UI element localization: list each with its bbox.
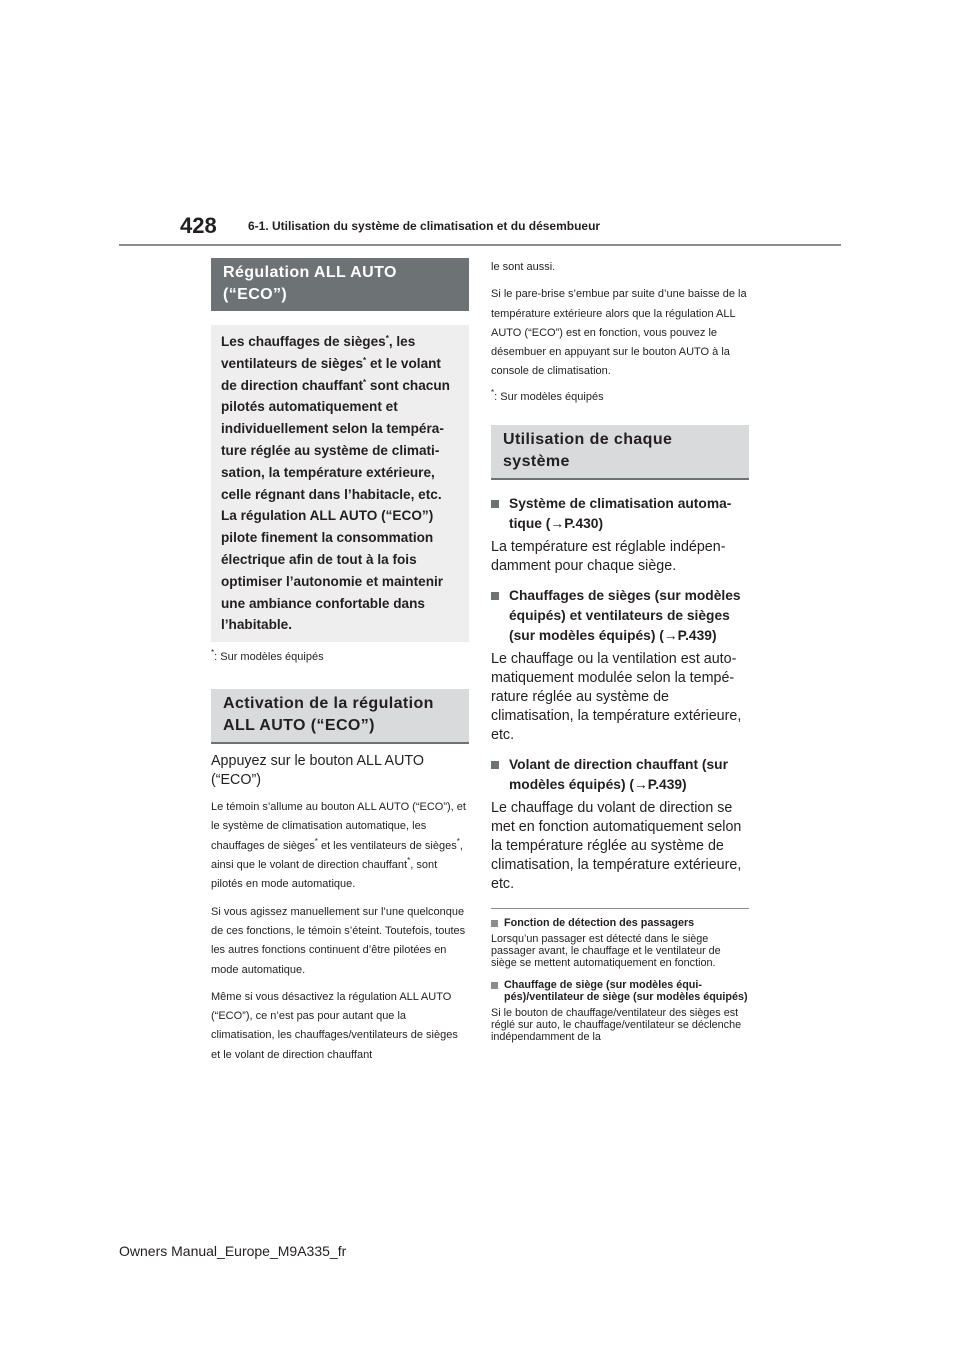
asterisk: * [363,377,367,387]
asterisk: * [456,836,460,846]
asterisk: * [211,648,215,658]
paragraph: Si vous agissez manuellement sur l’une quelconque de ces fonctions, le témoin s’éteint. Toutefois, toutes les autres fonctions continuent d’être pilotées en mode automatique. [211,905,466,976]
small-body: Lorsqu’un passager est détecté dans le siège passager avant, le chauffage et le ventilateur de siège se mettent automatiquement en fonction. [491,932,721,969]
paragraph: Le témoin s’allume au bouton ALL AUTO (“ECO”), et le système de climatisation automatique, les chauffages de sièges* et les ventilateurs de sièges*, ainsi que le volant de direction chauffant*, sont pilotés en mode automatique. [211,801,466,891]
square-bullet-icon [491,761,499,769]
footnote: *: Sur modèles équipés [491,387,604,403]
summary-text: , les ventilateurs de sièges [221,334,416,371]
item-body: Le chauffage du volant de direction se met en fonction automatiquement selon la température réglée au système de climatisation, la température extérieure, etc. [491,799,742,892]
page-reference-link[interactable]: →P.430 [550,515,599,531]
asterisk: * [491,387,495,397]
small-heading: Fonction de détection des passagers [491,917,749,929]
box-title-all-auto: Régulation ALL AUTO (“ECO”) [211,258,469,311]
asterisk: * [407,856,411,866]
right-column [491,258,749,1043]
asterisk: * [385,334,389,343]
left-column [211,258,469,1065]
footnote: *: Sur modèles équipés [211,648,324,664]
paragraph: Si le pare-brise s’embue par suite d’une baisse de la température extérieure alors que la régulation ALL AUTO (“ECO”) est en fonction, vous pouvez le désembuer en appuyant sur le bouton AUTO à la console de climatisation. [491,288,747,378]
divider [491,908,749,909]
item-heading: Système de climatisation automatique (→P.430) [491,494,749,534]
small-heading: Chauffage de siège (sur modèles équipés)/ventilateur de siège (sur modèles équipés) [491,979,749,1003]
box-title-each-system: Utilisation de chaque système [491,425,749,480]
item-heading: Chauffages de sièges (sur modèles équipés) et ventilateurs de sièges (sur modèles équipés) (→P.439) [491,586,749,646]
page-reference-link[interactable]: →P.439 [663,627,712,643]
summary-box [211,325,469,642]
page-reference-link[interactable]: →P.439 [633,776,683,792]
item-heading: Volant de direction chauffant (sur modèles équipés) (→P.439) [491,755,749,795]
square-bullet-icon [491,592,499,600]
small-body: Si le bouton de chauffage/ventilateur des sièges est réglé sur auto, le chauffage/ventilateur se déclenche indépendamment de la [491,1006,742,1043]
step-text: Appuyez sur le bouton ALL AUTO (“ECO”) [211,753,425,789]
page-number: 428 [180,213,217,238]
item-body: Le chauffage ou la ventilation est automatiquement modulée selon la température réglée au système de climatisation, la température extérieure, etc. [491,650,742,743]
square-bullet-icon [491,982,498,989]
summary-text: et le volant de direction chauffant [221,355,441,393]
summary-text: Les chauffages de sièges [221,334,386,349]
header-rule [119,244,841,246]
section-title: 6-1. Utilisation du système de climatisation et du désembueur [248,219,601,233]
paragraph: le sont aussi. [491,261,556,273]
footer-text: Owners Manual_Europe_M9A335_fr [119,1243,347,1259]
square-bullet-icon [491,500,499,508]
box-title-activation: Activation de la régulation ALL AUTO (“ECO”) [211,689,469,744]
square-bullet-icon [491,920,498,927]
item-body: La température est réglable indépendamment pour chaque siège. [491,538,726,574]
asterisk: * [314,836,318,846]
paragraph: Même si vous désactivez la régulation ALL AUTO (“ECO”), ce n’est pas pour autant que la climatisation, les chauffages/ventilateurs de sièges et le volant de direction chauffant [211,990,458,1061]
asterisk: * [363,355,367,365]
summary-text: sont chacun pilotés automatiquement et individuellement selon la température réglée au système de climatisation, la température extérieure, celle régnant dans l’habitacle, etc. La régulation ALL AUTO (“ECO”) pilote finement la consommation électrique afin de tout à la fois optimiser l’autonomie et maintenir une ambiance confortable dans l’habitable. [221,377,450,633]
